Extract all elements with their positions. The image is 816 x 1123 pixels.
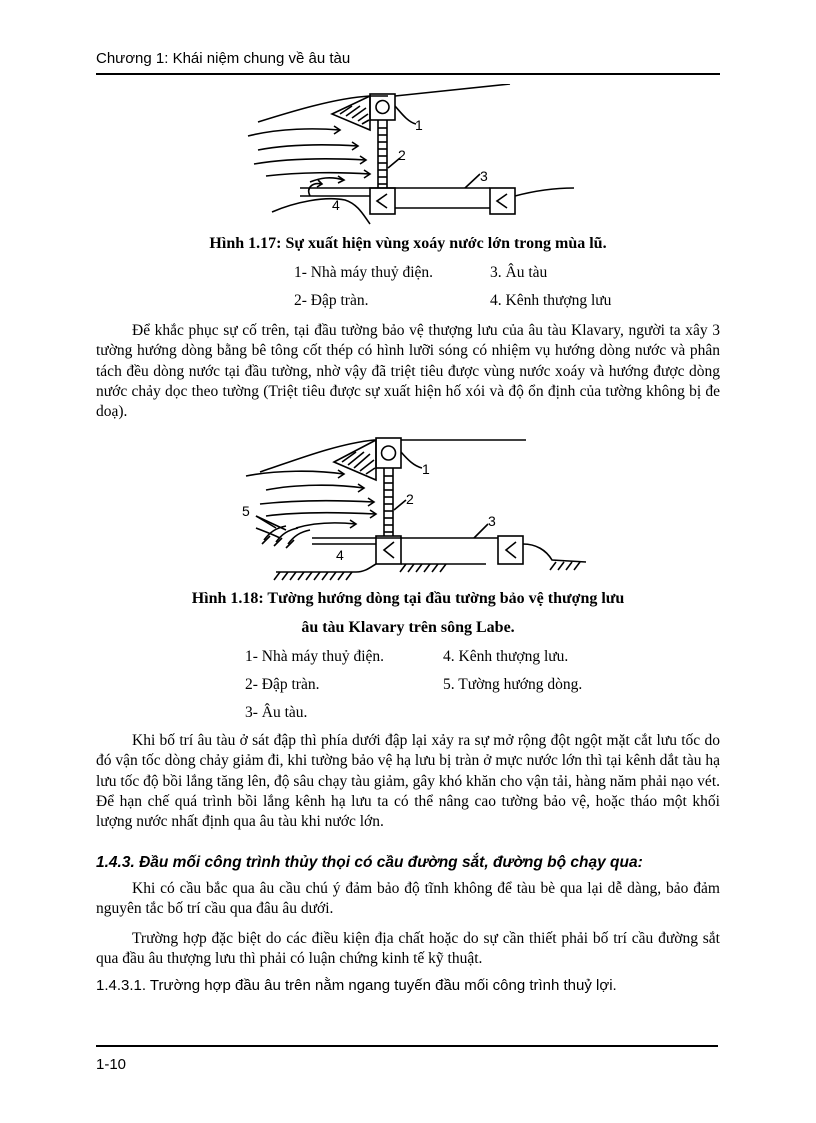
paragraph-4: Trường hợp đặc biệt do các điều kiện địa chất hoặc do sự cần thiết phải bố trí cầu đường sắt qua đầu âu thượng lưu thì phải có luận chứng kinh tế kỹ thuật.	[96, 930, 720, 968]
fig2-label-3: 3	[488, 513, 496, 529]
figure-1-18-caption-line-1: Hình 1.18: Tường hướng dòng tại đầu tường bảo vệ thượng lưu	[191, 590, 625, 607]
figure-1-18-diagram	[236, 432, 592, 582]
fig2-legend-item: 5. Tường hướng dòng.	[443, 676, 583, 693]
fig1-label-4: 4	[332, 197, 340, 213]
page-number: 1-10	[96, 1056, 127, 1073]
fig1-label-3: 3	[480, 168, 488, 184]
fig2-legend-item: 4. Kênh thượng lưu.	[443, 648, 569, 665]
fig2-label-1: 1	[422, 461, 430, 477]
paragraph-3: Khi có cầu bắc qua âu cầu chú ý đảm bảo độ tĩnh không để tàu bè qua lại dễ dàng, bảo đảm nguyên tắc bố trí cầu qua đâu âu dưới.	[96, 880, 720, 918]
figure-1-17-caption: Hình 1.17: Sự xuất hiện vùng xoáy nước lớn trong mùa lũ.	[209, 235, 607, 252]
fig2-label-2: 2	[406, 491, 414, 507]
paragraph-2: Khi bố trí âu tàu ở sát đập thì phía dưới đập lại xảy ra sự mở rộng đột ngột mặt cắt lưu tốc do đó vận tốc dòng chảy giảm đi, khi tường bảo vệ hạ lưu bị tràn ở mực nước lớn thì tại kênh dắt tàu hạ lưu tốc độ bồi lắng tăng lên, độ sâu chạy tàu giảm, gây khó khăn cho vận tải, hàng năm phải nạo vét. Để hạn chế quá trình bồi lắng kênh hạ lưu ta có thể nâng cao tường bảo vệ, hoặc tháo một khối lượng nước nhất định qua âu tàu khi nước lớn.	[96, 732, 720, 831]
section-heading: 1.4.3. Đầu mối công trình thủy thọi có cầu đường sắt, đường bộ chạy qua:	[96, 854, 643, 871]
figure-1-18-caption-line-2: âu tàu Klavary trên sông Labe.	[301, 619, 515, 636]
fig2-legend-item: 3- Âu tàu.	[245, 704, 308, 721]
paragraph-1: Để khắc phục sự cố trên, tại đầu tường bảo vệ thượng lưu của âu tàu Klavary, người ta xây 3 tường hướng dòng bằng bê tông cốt thép có hình lưỡi sóng có nhiệm vụ hướng dòng nước và phân tách đều dòng nước tại đầu tường, nhờ vậy đã triệt tiêu được vùng nước xoáy và hướng được dòng nước chảy dọc theo tường (Triệt tiêu được sự xuất hiện hố xói và độ ổn định của tường không bị đe doạ).	[96, 322, 720, 421]
fig1-legend-item: 2- Đập tràn.	[294, 292, 369, 309]
fig1-label-1: 1	[415, 117, 423, 133]
figure-1-17-diagram	[240, 84, 576, 228]
page-header-title: Chương 1: Khái niệm chung về âu tàu	[96, 50, 351, 67]
fig2-label-4: 4	[336, 547, 344, 563]
fig2-label-5: 5	[242, 503, 250, 519]
fig1-legend-item: 1- Nhà máy thuỷ điện.	[294, 264, 434, 281]
fig2-legend-item: 2- Đập tràn.	[245, 676, 320, 693]
fig1-legend-item: 4. Kênh thượng lưu	[490, 292, 612, 309]
header-rule	[96, 73, 720, 75]
fig1-legend-item: 3. Âu tàu	[490, 264, 548, 281]
footer-rule	[96, 1045, 718, 1047]
fig2-legend-item: 1- Nhà máy thuỷ điện.	[245, 648, 385, 665]
fig1-label-2: 2	[398, 147, 406, 163]
subsection-heading: 1.4.3.1. Trường hợp đầu âu trên nằm ngang tuyến đầu mối công trình thuỷ lợi.	[96, 977, 617, 994]
